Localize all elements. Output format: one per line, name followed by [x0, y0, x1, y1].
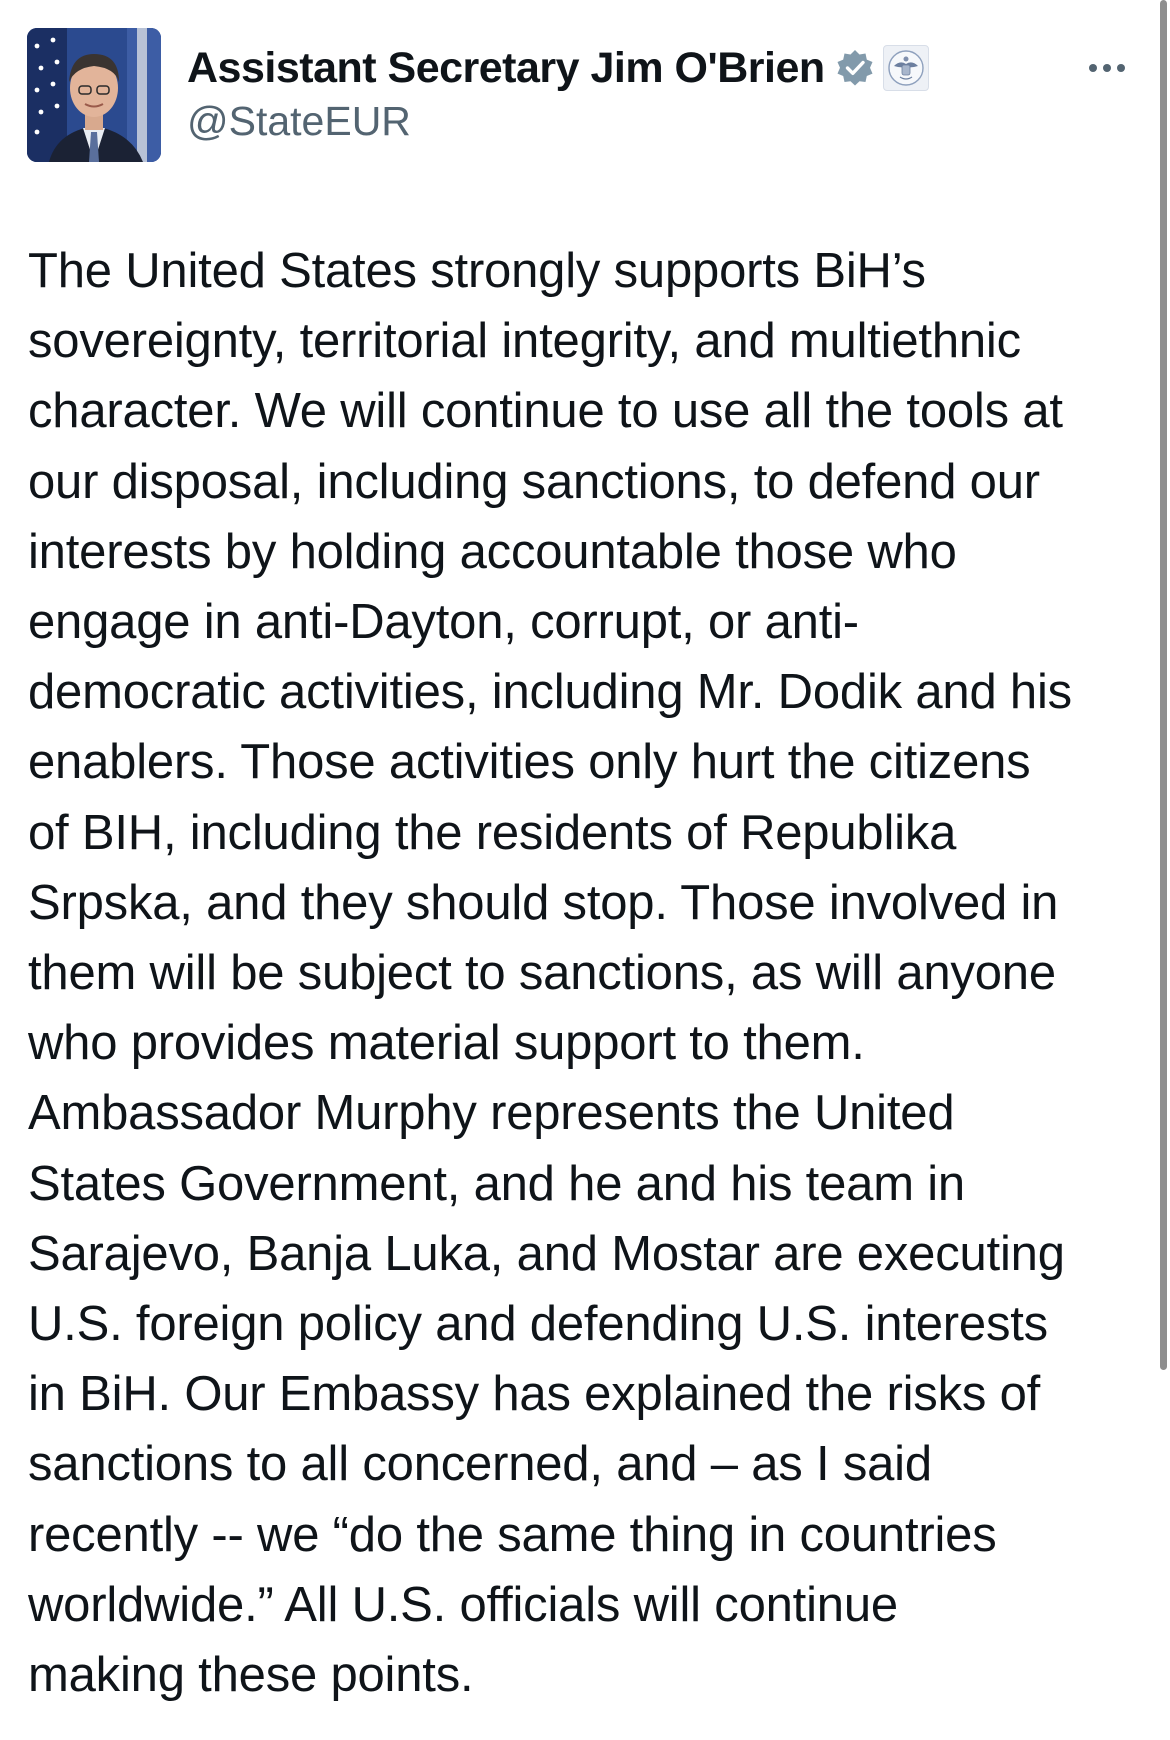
post-text: The United States strongly supports BiH’s sovereignty, territorial integrity, and multiethnic character. We will continue to use all the tools at our disposal, including sanctions, to defend our interests by holding accountable those who engage in anti-Dayton, corrupt, or anti- democratic activities, including Mr. Dodik and his enablers. Those activities only hurt the citizens of BIH, including the residents of Republika Srpska, and they should stop. Those involved in them will be subject to sanctions, as will anyone who provides material support to them. Ambassador Murphy represents the United States Government, and he and his team in Sarajevo, Banja Luka, and Mostar are executing U.S. foreign policy and defending U.S. interests in BiH. Our Embassy has explained the risks of sanctions to all concerned, and – as I said recently -- we “do the same thing in countries worldwide.” All U.S. officials will continue making these points. — [28, 244, 1072, 1703]
author-display-name[interactable]: Assistant Secretary Jim O'Brien — [187, 43, 825, 92]
author-avatar[interactable] — [27, 28, 161, 162]
scrollbar[interactable] — [1160, 0, 1167, 1370]
more-dot — [1117, 64, 1125, 72]
more-dot — [1089, 64, 1097, 72]
more-dot — [1103, 64, 1111, 72]
display-name-row — [187, 42, 929, 94]
state-department-seal-icon[interactable] — [883, 45, 929, 91]
profile-photo-icon — [27, 28, 161, 162]
author-info — [187, 42, 929, 145]
author-handle[interactable]: @StateEUR — [187, 98, 411, 144]
more-options-icon[interactable] — [1077, 48, 1137, 88]
verified-badge-icon[interactable] — [835, 48, 875, 88]
post-header — [27, 28, 1147, 163]
